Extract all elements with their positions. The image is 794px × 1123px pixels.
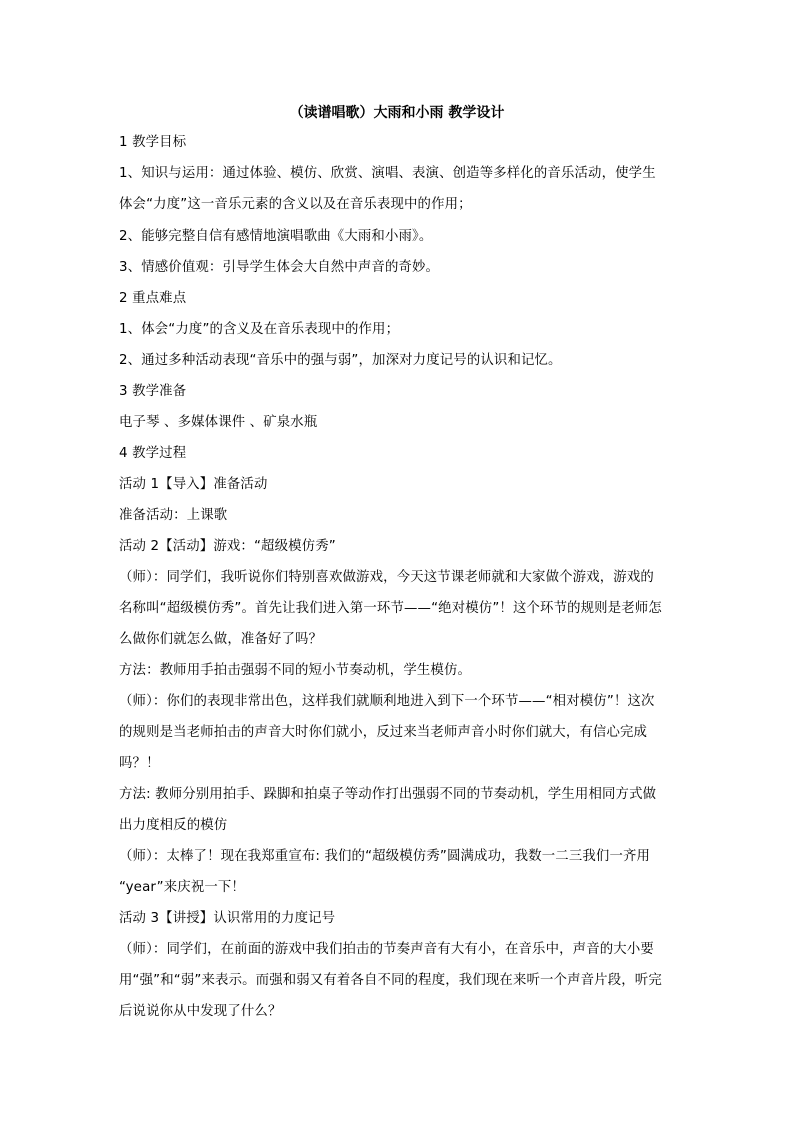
paragraph-line: 3、情感价值观：引导学生体会大自然中声音的奇妙。 <box>119 260 440 275</box>
activity-heading: 活动 3【讲授】认识常用的力度记号 <box>119 911 336 926</box>
section-heading-process: 4 教学过程 <box>119 446 187 461</box>
paragraph-line: （师）：同学们，我听说你们特别喜欢做游戏，今天这节课老师就和大家做个游戏，游戏的 <box>119 570 654 585</box>
paragraph-line: 1、体会“力度”的含义及在音乐表现中的作用； <box>119 322 400 337</box>
paragraph-line: 名称叫“超级模仿秀”。首先让我们进入第一环节——“绝对模仿”！这个环节的规则是老师怎 <box>119 601 662 616</box>
paragraph-line: 1、知识与运用：通过体验、模仿、欣赏、演唱、表演、创造等多样化的音乐活动，使学生 <box>119 166 656 181</box>
paragraph-line: 出力度相反的模仿 <box>119 818 228 833</box>
paragraph-line: 体会“力度”这一音乐元素的含义以及在音乐表现中的作用； <box>119 197 472 212</box>
paragraph-line: （师）：同学们，在前面的游戏中我们拍击的节奏声音有大有小，在音乐中，声音的大小要 <box>119 942 654 957</box>
paragraph-line: “year”来庆祝一下！ <box>119 880 245 895</box>
paragraph-line: 的规则是当老师拍击的声音大时你们就小，反过来当老师声音小时你们就大，有信心完成 <box>119 725 648 740</box>
document-title: （读谱唱歌）大雨和小雨 教学设计 <box>289 105 505 121</box>
activity-heading: 活动 2【活动】游戏：“超级模仿秀” <box>119 539 336 554</box>
paragraph-line: 用“强”和“弱”来表示。而强和弱又有着各自不同的程度，我们现在来听一个声音片段，听完 <box>119 973 662 988</box>
paragraph-line: 2、通过多种活动表现“音乐中的强与弱”，加深对力度记号的认识和记忆。 <box>119 353 562 368</box>
paragraph-line: 后说说你从中发现了什么？ <box>119 1004 282 1019</box>
section-heading-preparation: 3 教学准备 <box>119 384 187 399</box>
paragraph-line: 么做你们就怎么做，准备好了吗？ <box>119 632 323 647</box>
paragraph-line: （师）：太棒了！现在我郑重宣布: 我们的“超级模仿秀”圆满成功，我数一二三我们一齐用 <box>119 849 651 864</box>
activity-heading: 活动 1【导入】准备活动 <box>119 477 268 492</box>
paragraph-line: 吗？！ <box>119 756 160 771</box>
section-heading-objectives: 1 教学目标 <box>119 135 187 150</box>
paragraph-line: 2、能够完整自信有感情地演唱歌曲《大雨和小雨》。 <box>119 229 433 244</box>
paragraph-line: （师）：你们的表现非常出色，这样我们就顺利地进入到下一个环节——“相对模仿”！这次 <box>119 694 655 709</box>
paragraph-line: 准备活动：上课歌 <box>119 508 228 523</box>
section-heading-key-points: 2 重点难点 <box>119 291 187 306</box>
paragraph-line: 方法: 教师分别用拍手、跺脚和拍桌子等动作打出强弱不同的节奏动机，学生用相同方式做 <box>119 787 657 802</box>
paragraph-line: 方法：教师用手拍击强弱不同的短小节奏动机，学生模仿。 <box>119 663 472 678</box>
paragraph-line: 电子琴 、多媒体课件 、矿泉水瓶 <box>119 415 318 430</box>
